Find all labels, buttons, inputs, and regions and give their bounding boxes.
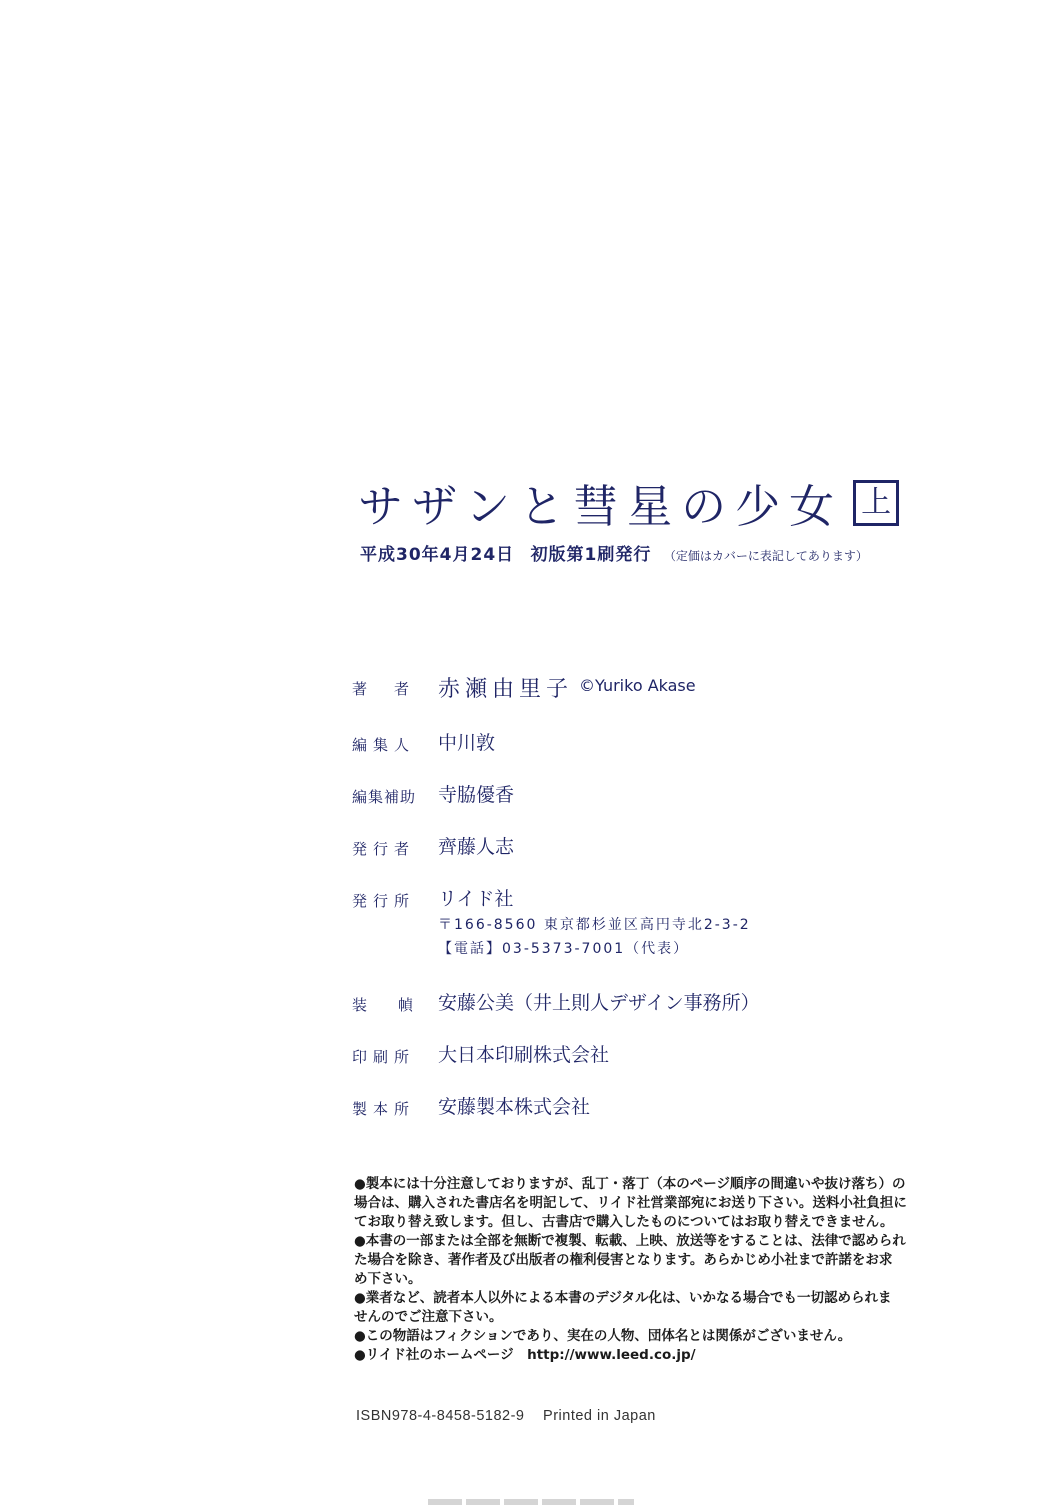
publisher-address: 〒166-8560 東京都杉並区高円寺北2-3-2 — [438, 917, 751, 933]
credit-design — [352, 988, 760, 1015]
editor-name: 中川敦 — [438, 732, 496, 754]
credit-author — [352, 672, 696, 703]
note-line: ●製本には十分注意しておりますが、乱丁・落丁（本のページ順序の間違いや抜け落ち）の — [354, 1176, 906, 1192]
publication-date: 平成30年4月24日 — [360, 545, 515, 565]
credit-label-publisher: 発行所 — [352, 892, 416, 910]
issuer-name: 齊藤人志 — [438, 836, 515, 858]
note-line: 場合は、購入された書店名を明記して、リイド社営業部宛にお送り下さい。送料小社負担に — [354, 1195, 907, 1211]
designer-name: 安藤公美（井上則人デザイン事務所） — [438, 992, 760, 1014]
isbn-number: ISBN978-4-8458-5182-9 — [356, 1408, 525, 1424]
editorial-assistant-name: 寺脇優香 — [438, 784, 515, 806]
printed-in-text: Printed in Japan — [543, 1408, 656, 1424]
note-line: ●業者など、読者本人以外による本書のデジタル化は、いかなる場合でも一切認められま — [354, 1290, 892, 1306]
note-line: てお取り替え致します。但し、古書店で購入したものについてはお取り替えできません。 — [354, 1214, 894, 1230]
note-line: せんのでご注意下さい。 — [354, 1309, 503, 1325]
credit-label-design: 装 幀 — [352, 996, 422, 1014]
edition-text: 初版第1刷発行 — [530, 545, 652, 565]
note-line: ●本書の一部または全部を無断で複製、転載、上映、放送等をすることは、法律で認められ — [354, 1233, 906, 1249]
credit-binder — [352, 1092, 590, 1119]
credit-label-binder: 製本所 — [352, 1100, 416, 1118]
credit-editorial-assistant — [352, 780, 514, 807]
legal-notes — [354, 1175, 914, 1365]
book-title: サザンと彗星の少女 — [358, 480, 844, 533]
book-title-row — [358, 470, 899, 535]
isbn-line — [356, 1408, 656, 1424]
volume-badge: 上 — [853, 480, 899, 526]
bottom-edge-strip — [428, 1499, 634, 1505]
note-line: た場合を除き、著作者及び出版者の権利侵害となります。あらかじめ小社まで許諾をお求 — [354, 1252, 893, 1268]
note-line: ●この物語はフィクションであり、実在の人物、団体名とは関係がございません。 — [354, 1328, 852, 1344]
binder-name: 安藤製本株式会社 — [438, 1096, 591, 1118]
author-name: 赤瀬由里子 — [438, 677, 574, 702]
publisher-phone: 【電話】03-5373-7001（代表） — [438, 941, 690, 957]
copyright-text: ©Yuriko Akase — [579, 676, 696, 695]
credit-label-issuer: 発行者 — [352, 840, 416, 858]
credit-label-editorial-assistant: 編集補助 — [352, 788, 417, 806]
credit-printer — [352, 1040, 609, 1067]
credit-label-author: 著 者 — [352, 680, 416, 698]
note-line: め下さい。 — [354, 1271, 422, 1287]
price-note: （定価はカバーに表記してあります） — [663, 549, 868, 563]
publication-line — [360, 540, 868, 565]
printer-name: 大日本印刷株式会社 — [438, 1044, 610, 1066]
credit-editor — [352, 728, 495, 755]
credit-label-editor: 編集人 — [352, 736, 416, 754]
credit-publisher — [352, 884, 513, 911]
credit-label-printer: 印刷所 — [352, 1048, 416, 1066]
publisher-name: リイド社 — [438, 888, 514, 910]
credit-issuer — [352, 832, 514, 859]
note-line: ●リイド社のホームページ http://www.leed.co.jp/ — [354, 1347, 696, 1363]
